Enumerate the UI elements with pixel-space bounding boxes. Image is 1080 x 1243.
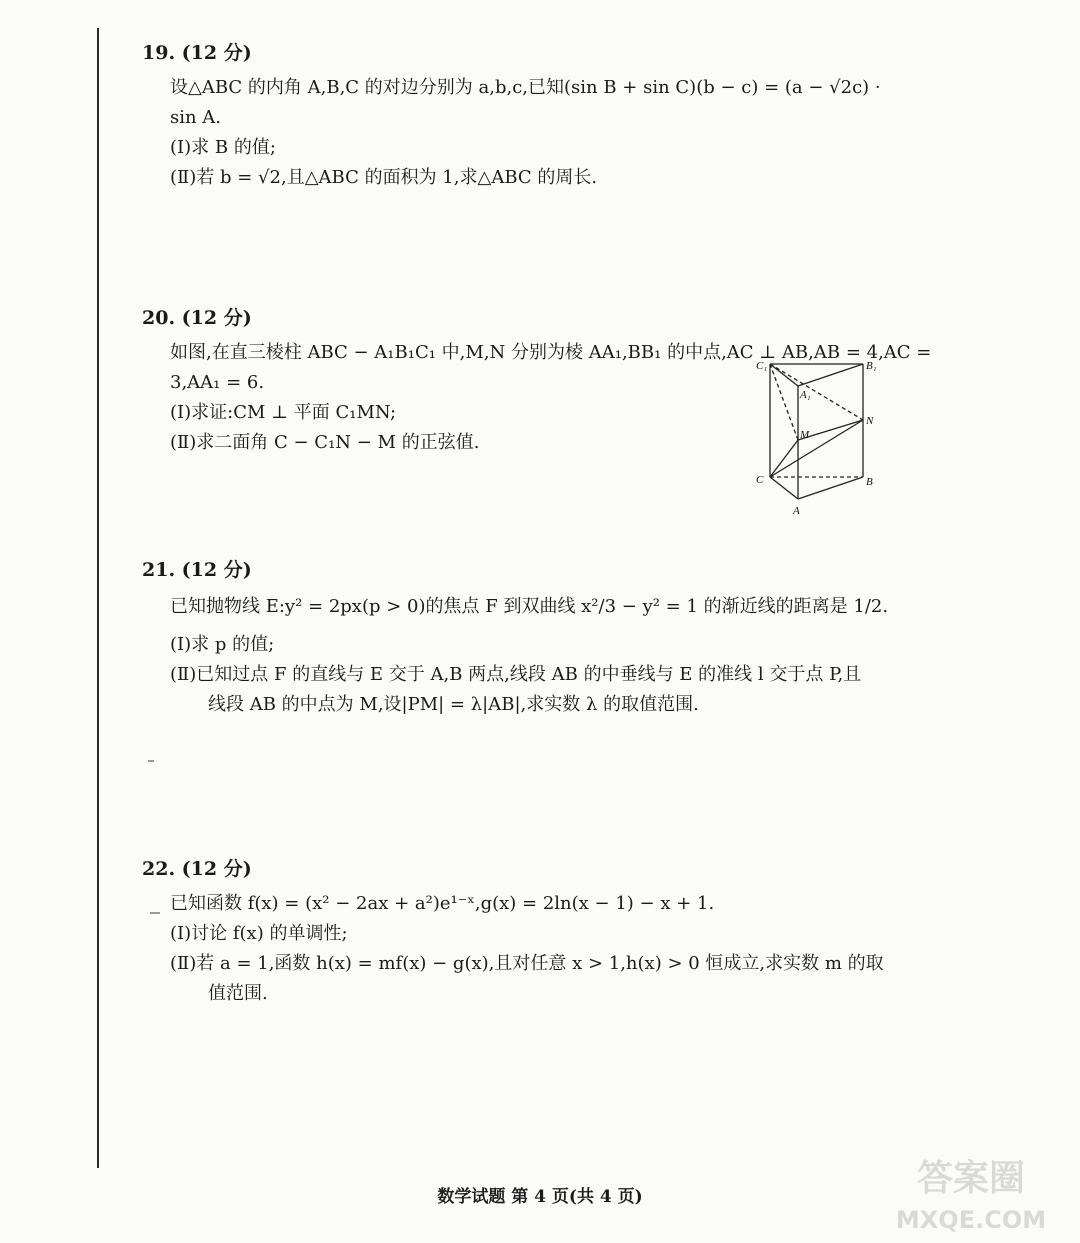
watermark-top: 答案圈 bbox=[916, 1158, 1026, 1199]
question-22-stem-line-1: 已知函数 f(x) = (x² − 2ax + a²)e¹⁻ˣ,g(x) = 2ln(x − 1) − x + 1. bbox=[170, 893, 715, 914]
question-19-heading: 19. (12 分) bbox=[142, 42, 252, 64]
question-21 bbox=[142, 555, 902, 720]
question-20-stem-line-1: 如图,在直三棱柱 ABC − A₁B₁C₁ 中,M,N 分别为棱 AA₁,BB₁ 的中点,AC ⊥ AB,AB = 4,AC = bbox=[170, 342, 932, 363]
question-19-stem-line-1: 设△ABC 的内角 A,B,C 的对边分别为 a,b,c,已知(sin B + sin C)(b − c) = (a − √2c) · bbox=[170, 77, 881, 98]
question-20-stem-line-2: 3,AA₁ = 6. bbox=[170, 372, 265, 393]
prism-figure bbox=[748, 352, 888, 522]
question-21-part-2-line-2: 线段 AB 的中点为 M,设|PM| = λ|AB|,求实数 λ 的取值范围. bbox=[208, 694, 699, 715]
question-20-heading: 20. (12 分) bbox=[142, 307, 252, 329]
question-22-part-2-line-1: (Ⅱ)若 a = 1,函数 h(x) = mf(x) − g(x),且对任意 x > 1,h(x) > 0 恒成立,求实数 m 的取 bbox=[170, 953, 884, 974]
question-21-heading: 21. (12 分) bbox=[142, 559, 252, 581]
question-21-part-1: (Ⅰ)求 p 的值; bbox=[170, 634, 275, 655]
watermark-bottom: MXQE.COM bbox=[896, 1206, 1046, 1234]
question-21-part-2-line-1: (Ⅱ)已知过点 F 的直线与 E 交于 A,B 两点,线段 AB 的中垂线与 E 的准线 l 交于点 P,且 bbox=[170, 664, 862, 685]
label-a1: A₁ bbox=[800, 389, 811, 401]
question-22-part-1: (Ⅰ)讨论 f(x) 的单调性; bbox=[170, 923, 348, 944]
question-19-part-2: (Ⅱ)若 b = √2,且△ABC 的面积为 1,求△ABC 的周长. bbox=[170, 167, 598, 188]
question-20-part-2: (Ⅱ)求二面角 C − C₁N − M 的正弦值. bbox=[170, 432, 480, 453]
question-21-stem-line-1: 已知抛物线 E:y² = 2px(p > 0)的焦点 F 到双曲线 x²/3 − y² = 1 的渐近线的距离是 1/2. bbox=[170, 596, 889, 617]
site-watermark bbox=[896, 1148, 1046, 1236]
label-b: B bbox=[866, 476, 873, 488]
label-c: C bbox=[756, 474, 764, 486]
question-22 bbox=[142, 854, 902, 1009]
question-20-part-1: (Ⅰ)求证:CM ⊥ 平面 C₁MN; bbox=[170, 402, 397, 423]
question-19 bbox=[142, 38, 902, 193]
scan-speck bbox=[148, 760, 154, 762]
page-footer: 数学试题 第 4 页(共 4 页) bbox=[437, 1187, 643, 1207]
question-22-heading: 22. (12 分) bbox=[142, 858, 252, 880]
label-n: N bbox=[866, 415, 874, 427]
label-c1: C₁ bbox=[756, 360, 768, 372]
question-19-part-1: (Ⅰ)求 B 的值; bbox=[170, 137, 276, 158]
binding-line bbox=[97, 28, 99, 1168]
question-19-stem-line-2: sin A. bbox=[170, 107, 222, 128]
label-a: A bbox=[793, 505, 800, 517]
label-b1: B₁ bbox=[866, 360, 877, 372]
question-22-part-2-line-2: 值范围. bbox=[208, 983, 268, 1004]
label-m: M bbox=[800, 429, 810, 441]
